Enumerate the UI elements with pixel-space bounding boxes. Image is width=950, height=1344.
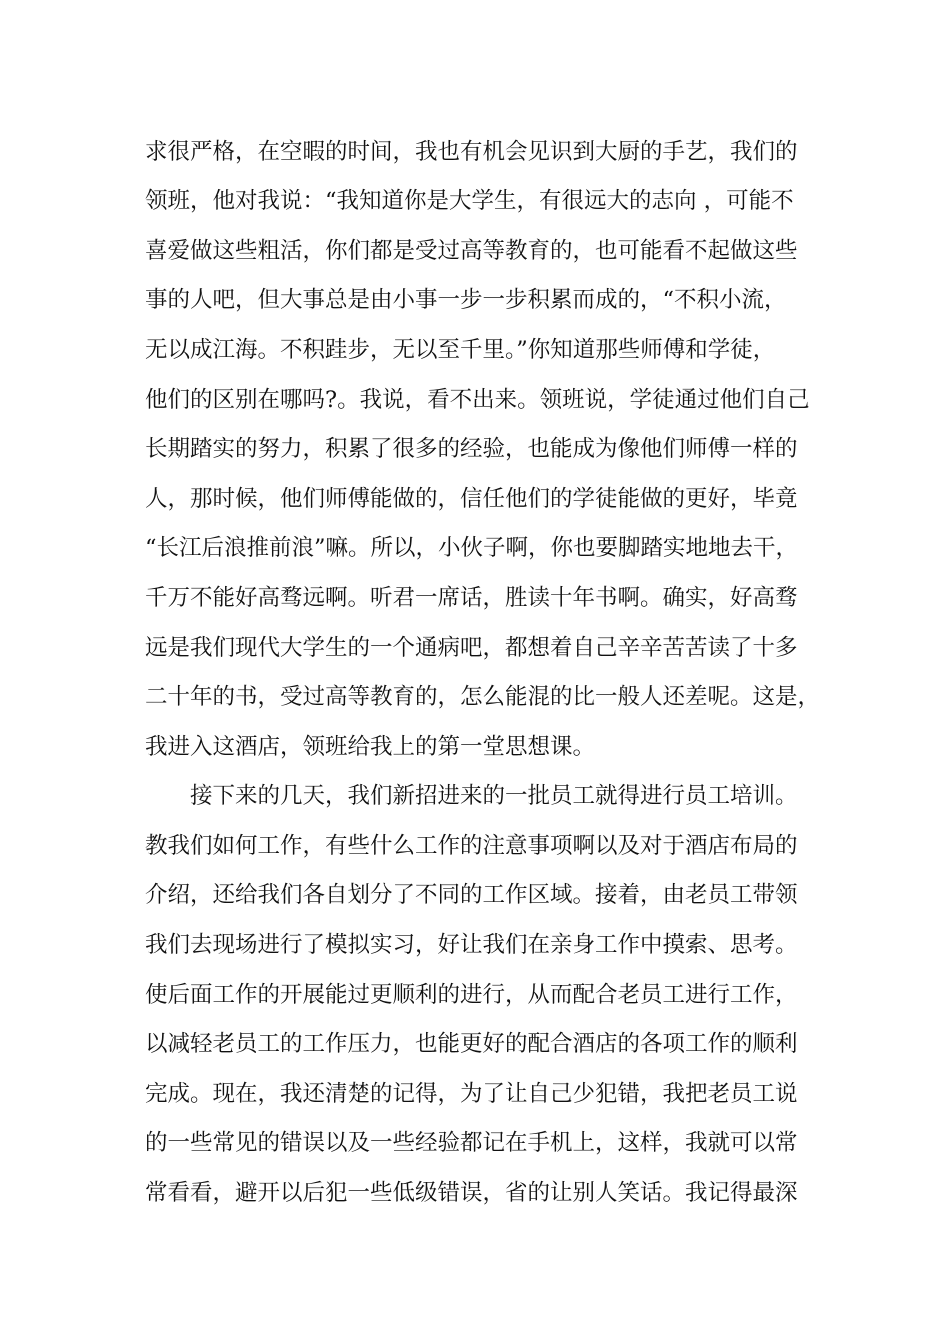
paragraph-2-line-7: 完成。现在，我还清楚的记得，为了让自己少犯错，我把老员工说: [145, 1081, 798, 1107]
paragraph-1-line-2: 领班，他对我说：“我知道你是大学生，有很远大的志向 ，可能不: [145, 188, 794, 214]
paragraph-2-line-6: 以减轻老员工的工作压力，也能更好的配合酒店的各项工作的顺利: [145, 1031, 798, 1057]
paragraph-1-line-3: 喜爱做这些粗活，你们都是受过高等教育的，也可能看不起做这些: [145, 238, 798, 264]
paragraph-1-line-12: 二十年的书，受过高等教育的，怎么能混的比一般人还差呢。这是，: [145, 684, 821, 710]
paragraph-2-line-5: 使后面工作的开展能过更顺利的进行，从而配合老员工进行工作，: [145, 982, 798, 1008]
paragraph-1-line-8: 人，那时候，他们师傅能做的，信任他们的学徒能做的更好，毕竟: [145, 486, 798, 512]
paragraph-1-line-10: 千万不能好高骛远啊。听君一席话，胜读十年书啊。确实，好高骛: [145, 585, 798, 611]
paragraph-1-line-13: 我进入这酒店，领班给我上的第一堂思想课。: [145, 734, 596, 760]
paragraph-2-line-3: 介绍，还给我们各自划分了不同的工作区域。接着，由老员工带领: [145, 882, 798, 908]
paragraph-1-line-7: 长期踏实的努力，积累了很多的经验，也能成为像他们师傅一样的: [145, 436, 798, 462]
paragraph-1-line-5: 无以成江海。不积跬步，无以至千里。”你知道那些师傅和学徒，: [145, 337, 776, 363]
paragraph-2-line-2: 教我们如何工作，有些什么工作的注意事项啊以及对于酒店布局的: [145, 833, 798, 859]
paragraph-1-line-6: 他们的区别在哪吗?。我说，看不出来。领班说，学徒通过他们自己: [145, 387, 810, 413]
paragraph-1-line-11: 远是我们现代大学生的一个通病吧，都想着自己辛辛苦苦读了十多: [145, 635, 798, 661]
paragraph-2-line-8: 的一些常见的错误以及一些经验都记在手机上，这样，我就可以常: [145, 1130, 798, 1156]
paragraph-2-line-9: 常看看，避开以后犯一些低级错误，省的让别人笑话。我记得最深: [145, 1180, 798, 1206]
paragraph-2-line-4: 我们去现场进行了模拟实习，好让我们在亲身工作中摸索、思考。: [145, 932, 798, 958]
paragraph-1-line-4: 事的人吧，但大事总是由小事一步一步积累而成的，“不积小流，: [145, 287, 787, 313]
paragraph-1-line-1: 求很严格，在空暇的时间，我也有机会见识到大厨的手艺，我们的: [145, 139, 798, 165]
paragraph-1-line-9: “长江后浪推前浪”嘛。所以，小伙子啊，你也要脚踏实地地去干，: [145, 535, 799, 561]
paragraph-2-line-1: 接下来的几天，我们新招进来的一批员工就得进行员工培训。: [190, 783, 798, 809]
